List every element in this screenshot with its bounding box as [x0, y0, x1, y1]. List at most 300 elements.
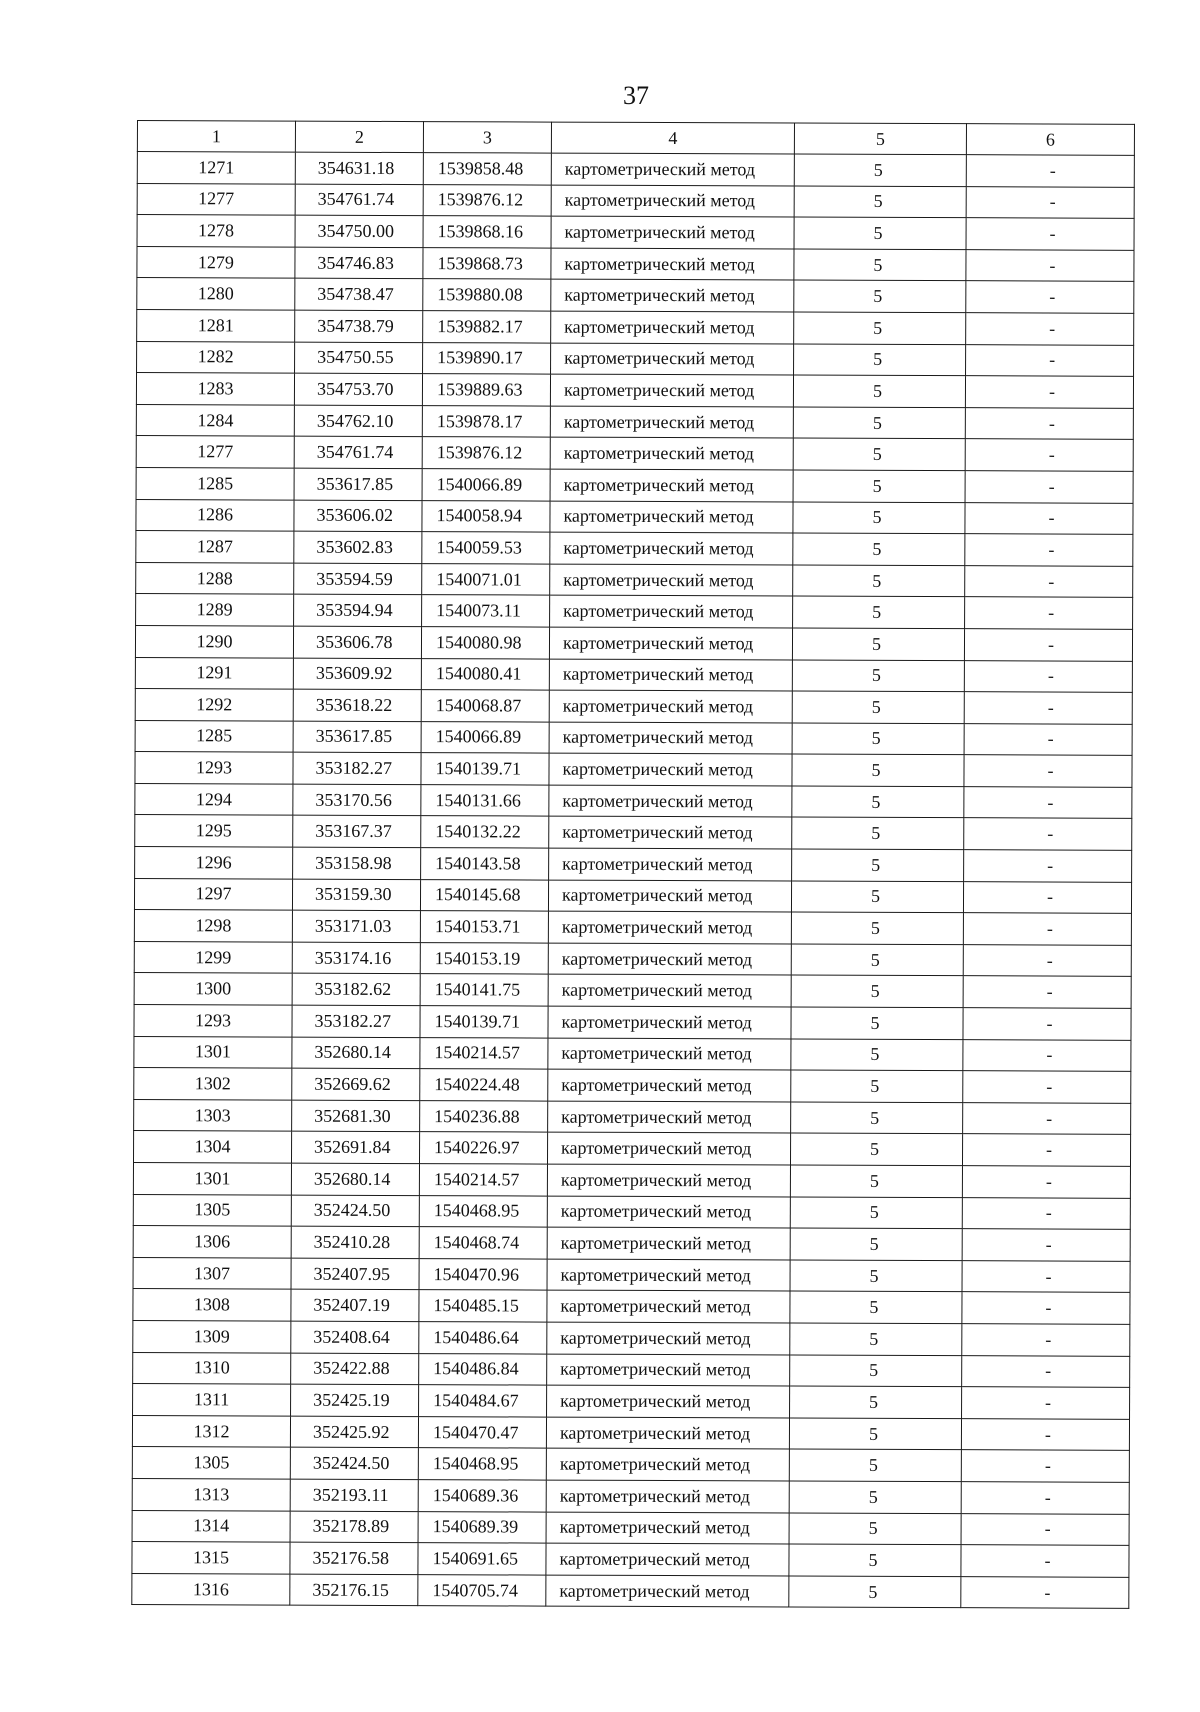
x-coordinate-cell: 352176.58 — [290, 1542, 418, 1574]
y-coordinate-cell: 1540068.87 — [421, 690, 549, 722]
point-number-cell: 1304 — [133, 1131, 291, 1163]
method-cell: картометрический метод — [547, 1322, 790, 1355]
y-coordinate-cell: 1540470.47 — [418, 1416, 546, 1448]
method-cell: картометрический метод — [546, 1575, 789, 1608]
point-number-cell: 1313 — [132, 1478, 290, 1510]
accuracy-cell: 5 — [794, 154, 966, 186]
table-row — [132, 1447, 1129, 1482]
point-number-cell: 1284 — [136, 404, 294, 436]
method-cell: картометрический метод — [547, 1290, 790, 1323]
method-cell: картометрический метод — [551, 248, 794, 281]
accuracy-cell: 5 — [790, 1228, 962, 1260]
description-cell: - — [965, 534, 1133, 566]
accuracy-cell: 5 — [789, 1481, 961, 1513]
table-row — [135, 815, 1132, 850]
table-row — [133, 1226, 1130, 1261]
x-coordinate-cell: 353182.62 — [292, 974, 420, 1006]
point-number-cell: 1301 — [134, 1036, 292, 1068]
method-cell: картометрический метод — [546, 1543, 789, 1576]
method-cell: картометрический метод — [548, 943, 791, 976]
description-cell: - — [966, 249, 1134, 281]
point-number-cell: 1293 — [134, 1005, 292, 1037]
description-cell: - — [965, 439, 1133, 471]
table-row — [134, 941, 1131, 976]
y-coordinate-cell: 1539868.16 — [423, 216, 551, 248]
table-row — [132, 1573, 1129, 1608]
method-cell: картометрический метод — [548, 911, 791, 944]
table-row — [133, 1320, 1130, 1355]
accuracy-cell: 5 — [791, 881, 963, 913]
point-number-cell: 1285 — [136, 467, 294, 499]
accuracy-cell: 5 — [792, 754, 964, 786]
method-cell: картометрический метод — [549, 722, 792, 755]
y-coordinate-cell: 1540066.89 — [421, 721, 549, 753]
accuracy-cell: 5 — [793, 407, 965, 439]
page-number: 37 — [623, 81, 649, 110]
method-cell: картометрический метод — [547, 1259, 790, 1292]
point-number-cell: 1305 — [132, 1447, 290, 1479]
table-row — [134, 973, 1131, 1008]
table-row — [137, 152, 1134, 187]
description-cell: - — [962, 1292, 1130, 1324]
table-row — [136, 373, 1133, 408]
description-cell: - — [961, 1545, 1129, 1577]
point-number-cell: 1307 — [133, 1257, 291, 1289]
table-row — [133, 1162, 1130, 1197]
accuracy-cell: 5 — [791, 944, 963, 976]
description-cell: - — [966, 186, 1134, 218]
table-row — [135, 689, 1132, 724]
method-cell: картометрический метод — [549, 659, 792, 692]
x-coordinate-cell: 352680.14 — [291, 1163, 419, 1195]
accuracy-cell: 5 — [790, 1165, 962, 1197]
description-cell: - — [965, 407, 1133, 439]
accuracy-cell: 5 — [792, 817, 964, 849]
table-row — [133, 1352, 1130, 1387]
method-cell: картометрический метод — [549, 848, 792, 881]
accuracy-cell: 5 — [793, 438, 965, 470]
x-coordinate-cell: 352424.50 — [290, 1447, 418, 1479]
table-row — [134, 1068, 1131, 1103]
y-coordinate-cell: 1540468.95 — [419, 1195, 547, 1227]
table-row — [132, 1478, 1129, 1513]
method-cell: картометрический метод — [551, 185, 794, 218]
description-cell: - — [966, 155, 1134, 187]
y-coordinate-cell: 1540153.71 — [420, 911, 548, 943]
method-cell: картометрический метод — [550, 501, 793, 534]
x-coordinate-cell: 352681.30 — [292, 1100, 420, 1132]
method-cell: картометрический метод — [547, 1354, 790, 1387]
method-cell: картометрический метод — [549, 817, 792, 850]
accuracy-cell: 5 — [791, 912, 963, 944]
x-coordinate-cell: 352669.62 — [292, 1068, 420, 1100]
accuracy-cell: 5 — [791, 1039, 963, 1071]
column-header: 3 — [423, 122, 551, 153]
method-cell: картометрический метод — [549, 690, 792, 723]
accuracy-cell: 5 — [793, 596, 965, 628]
table-row — [137, 309, 1134, 344]
table-row — [132, 1542, 1129, 1577]
y-coordinate-cell: 1540470.96 — [419, 1258, 547, 1290]
table-row — [137, 278, 1134, 313]
x-coordinate-cell: 352408.64 — [291, 1321, 419, 1353]
accuracy-cell: 5 — [794, 217, 966, 249]
accuracy-cell: 5 — [793, 565, 965, 597]
y-coordinate-cell: 1540141.75 — [420, 974, 548, 1006]
point-number-cell: 1303 — [134, 1099, 292, 1131]
point-number-cell: 1285 — [135, 720, 293, 752]
y-coordinate-cell: 1540689.39 — [418, 1511, 546, 1543]
y-coordinate-cell: 1539876.12 — [422, 437, 550, 469]
x-coordinate-cell: 353617.85 — [293, 721, 421, 753]
method-cell: картометрический метод — [550, 374, 793, 407]
y-coordinate-cell: 1540236.88 — [420, 1100, 548, 1132]
method-cell: картометрический метод — [550, 437, 793, 470]
table-row — [136, 499, 1133, 534]
method-cell: картометрический метод — [548, 1069, 791, 1102]
x-coordinate-cell: 354746.83 — [295, 247, 423, 279]
y-coordinate-cell: 1540059.53 — [422, 532, 550, 564]
point-number-cell: 1283 — [136, 373, 294, 405]
y-coordinate-cell: 1539889.63 — [422, 374, 550, 406]
table-row — [134, 1099, 1131, 1134]
x-coordinate-cell: 352178.89 — [290, 1511, 418, 1543]
table-row — [135, 625, 1132, 660]
description-cell: - — [961, 1513, 1129, 1545]
x-coordinate-cell: 354753.70 — [294, 373, 422, 405]
y-coordinate-cell: 1539858.48 — [423, 153, 551, 185]
table-row — [137, 341, 1134, 376]
table-row — [137, 246, 1134, 281]
accuracy-cell: 5 — [791, 975, 963, 1007]
description-cell: - — [961, 1418, 1129, 1450]
x-coordinate-cell: 353170.56 — [293, 784, 421, 816]
description-cell: - — [966, 344, 1134, 376]
accuracy-cell: 5 — [790, 1197, 962, 1229]
accuracy-cell: 5 — [790, 1260, 962, 1292]
point-number-cell: 1293 — [135, 752, 293, 784]
method-cell: картометрический метод — [550, 532, 793, 565]
table-row — [132, 1415, 1129, 1450]
accuracy-cell: 5 — [792, 786, 964, 818]
table-row — [133, 1257, 1130, 1292]
point-number-cell: 1282 — [137, 341, 295, 373]
description-cell: - — [963, 976, 1131, 1008]
table-row — [136, 594, 1133, 629]
method-cell: картометрический метод — [547, 1132, 790, 1165]
description-cell: - — [963, 1071, 1131, 1103]
column-header: 1 — [137, 121, 295, 153]
x-coordinate-cell: 353167.37 — [293, 816, 421, 848]
table-row — [133, 1289, 1130, 1324]
x-coordinate-cell: 353606.78 — [293, 626, 421, 658]
description-cell: - — [962, 1387, 1130, 1419]
point-number-cell: 1296 — [135, 847, 293, 879]
x-coordinate-cell: 352425.92 — [290, 1416, 418, 1448]
accuracy-cell: 5 — [789, 1544, 961, 1576]
method-cell: картометрический метод — [550, 564, 793, 597]
x-coordinate-cell: 354750.55 — [295, 342, 423, 374]
accuracy-cell: 5 — [794, 312, 966, 344]
x-coordinate-cell: 354761.74 — [295, 184, 423, 216]
point-number-cell: 1288 — [136, 562, 294, 594]
y-coordinate-cell: 1540691.65 — [418, 1543, 546, 1575]
point-number-cell: 1301 — [133, 1162, 291, 1194]
point-number-cell: 1300 — [134, 973, 292, 1005]
table-row — [135, 847, 1132, 882]
y-coordinate-cell: 1540689.36 — [418, 1480, 546, 1512]
x-coordinate-cell: 354762.10 — [294, 405, 422, 437]
description-cell: - — [962, 1229, 1130, 1261]
description-cell: - — [963, 913, 1131, 945]
accuracy-cell: 5 — [790, 1291, 962, 1323]
y-coordinate-cell: 1539878.17 — [422, 405, 550, 437]
table-row — [133, 1384, 1130, 1419]
x-coordinate-cell: 352422.88 — [291, 1353, 419, 1385]
x-coordinate-cell: 352407.95 — [291, 1258, 419, 1290]
y-coordinate-cell: 1540145.68 — [420, 879, 548, 911]
point-number-cell: 1312 — [132, 1415, 290, 1447]
description-cell: - — [963, 1008, 1131, 1040]
x-coordinate-cell: 353171.03 — [292, 910, 420, 942]
description-cell: - — [962, 1197, 1130, 1229]
accuracy-cell: 5 — [793, 502, 965, 534]
method-cell: картометрический метод — [547, 1227, 790, 1260]
table-row — [136, 467, 1133, 502]
column-header: 4 — [551, 122, 794, 154]
description-cell: - — [963, 881, 1131, 913]
y-coordinate-cell: 1540132.22 — [421, 816, 549, 848]
method-cell: картометрический метод — [551, 311, 794, 344]
y-coordinate-cell: 1540131.66 — [421, 784, 549, 816]
point-number-cell: 1308 — [133, 1289, 291, 1321]
x-coordinate-cell: 353159.30 — [292, 879, 420, 911]
point-number-cell: 1298 — [134, 910, 292, 942]
accuracy-cell: 5 — [793, 533, 965, 565]
y-coordinate-cell: 1540486.64 — [419, 1322, 547, 1354]
method-cell: картометрический метод — [549, 785, 792, 818]
description-cell: - — [965, 502, 1133, 534]
method-cell: картометрический метод — [547, 1164, 790, 1197]
point-number-cell: 1316 — [132, 1573, 290, 1605]
coordinates-table-body — [132, 121, 1135, 1609]
description-cell: - — [966, 281, 1134, 313]
y-coordinate-cell: 1540143.58 — [421, 848, 549, 880]
y-coordinate-cell: 1539880.08 — [423, 279, 551, 311]
method-cell: картометрический метод — [548, 975, 791, 1008]
x-coordinate-cell: 353594.59 — [294, 563, 422, 595]
x-coordinate-cell: 353594.94 — [294, 594, 422, 626]
y-coordinate-cell: 1540485.15 — [419, 1290, 547, 1322]
y-coordinate-cell: 1540214.57 — [419, 1164, 547, 1196]
table-header-row — [137, 121, 1134, 156]
method-cell: картометрический метод — [546, 1448, 789, 1481]
accuracy-cell: 5 — [790, 1323, 962, 1355]
method-cell: картометрический метод — [547, 1196, 790, 1229]
point-number-cell: 1289 — [136, 594, 294, 626]
description-cell: - — [962, 1324, 1130, 1356]
column-header: 2 — [295, 121, 423, 152]
x-coordinate-cell: 353182.27 — [293, 752, 421, 784]
point-number-cell: 1294 — [135, 783, 293, 815]
point-number-cell: 1311 — [133, 1384, 291, 1416]
description-cell: - — [964, 629, 1132, 661]
accuracy-cell: 5 — [794, 344, 966, 376]
y-coordinate-cell: 1540226.97 — [419, 1132, 547, 1164]
x-coordinate-cell: 353617.85 — [294, 468, 422, 500]
description-cell: - — [965, 376, 1133, 408]
point-number-cell: 1278 — [137, 215, 295, 247]
method-cell: картометрический метод — [549, 627, 792, 660]
description-cell: - — [964, 818, 1132, 850]
accuracy-cell: 5 — [792, 691, 964, 723]
table-row — [135, 720, 1132, 755]
method-cell: картометрический метод — [551, 153, 794, 186]
table-row — [135, 783, 1132, 818]
method-cell: картометрический метод — [548, 1006, 791, 1039]
y-coordinate-cell: 1540080.98 — [421, 627, 549, 659]
y-coordinate-cell: 1539882.17 — [423, 311, 551, 343]
table-row — [135, 752, 1132, 787]
accuracy-cell: 5 — [792, 723, 964, 755]
point-number-cell: 1305 — [133, 1194, 291, 1226]
x-coordinate-cell: 353182.27 — [292, 1005, 420, 1037]
description-cell: - — [966, 218, 1134, 250]
point-number-cell: 1280 — [137, 278, 295, 310]
method-cell: картометрический метод — [546, 1512, 789, 1545]
method-cell: картометрический метод — [546, 1480, 789, 1513]
point-number-cell: 1281 — [137, 309, 295, 341]
column-header: 5 — [794, 123, 966, 155]
accuracy-cell: 5 — [789, 1576, 961, 1608]
y-coordinate-cell: 1540139.71 — [421, 753, 549, 785]
point-number-cell: 1314 — [132, 1510, 290, 1542]
table-row — [133, 1131, 1130, 1166]
x-coordinate-cell: 353618.22 — [293, 689, 421, 721]
description-cell: - — [964, 787, 1132, 819]
table-row — [135, 657, 1132, 692]
accuracy-cell: 5 — [791, 1102, 963, 1134]
description-cell: - — [965, 565, 1133, 597]
point-number-cell: 1271 — [137, 152, 295, 184]
y-coordinate-cell: 1540058.94 — [422, 500, 550, 532]
x-coordinate-cell: 352407.19 — [291, 1289, 419, 1321]
point-number-cell: 1310 — [133, 1352, 291, 1384]
x-coordinate-cell: 352691.84 — [291, 1132, 419, 1164]
accuracy-cell: 5 — [790, 1355, 962, 1387]
y-coordinate-cell: 1540486.84 — [419, 1353, 547, 1385]
x-coordinate-cell: 352410.28 — [291, 1226, 419, 1258]
x-coordinate-cell: 353609.92 — [293, 658, 421, 690]
accuracy-cell: 5 — [792, 628, 964, 660]
point-number-cell: 1306 — [133, 1226, 291, 1258]
x-coordinate-cell: 353174.16 — [292, 942, 420, 974]
table-row — [137, 215, 1134, 250]
x-coordinate-cell: 352680.14 — [292, 1037, 420, 1069]
table-row — [134, 1036, 1131, 1071]
y-coordinate-cell: 1540066.89 — [422, 469, 550, 501]
point-number-cell: 1279 — [137, 246, 295, 278]
table-row — [132, 1510, 1129, 1545]
method-cell: картометрический метод — [551, 343, 794, 376]
y-coordinate-cell: 1540214.57 — [420, 1037, 548, 1069]
accuracy-cell: 5 — [790, 1386, 962, 1418]
point-number-cell: 1309 — [133, 1320, 291, 1352]
description-cell: - — [961, 1576, 1129, 1608]
table-row — [134, 910, 1131, 945]
point-number-cell: 1287 — [136, 531, 294, 563]
description-cell: - — [962, 1134, 1130, 1166]
method-cell: картометрический метод — [551, 279, 794, 312]
description-cell: - — [961, 1482, 1129, 1514]
point-number-cell: 1277 — [136, 436, 294, 468]
y-coordinate-cell: 1540224.48 — [420, 1069, 548, 1101]
accuracy-cell: 5 — [794, 280, 966, 312]
point-number-cell: 1299 — [134, 941, 292, 973]
x-coordinate-cell: 353602.83 — [294, 531, 422, 563]
x-coordinate-cell: 354631.18 — [295, 152, 423, 184]
method-cell: картометрический метод — [549, 753, 792, 786]
description-cell: - — [965, 597, 1133, 629]
description-cell: - — [964, 723, 1132, 755]
description-cell: - — [962, 1260, 1130, 1292]
point-number-cell: 1291 — [135, 657, 293, 689]
accuracy-cell: 5 — [792, 849, 964, 881]
y-coordinate-cell: 1540139.71 — [420, 1006, 548, 1038]
x-coordinate-cell: 352193.11 — [290, 1479, 418, 1511]
point-number-cell: 1295 — [135, 815, 293, 847]
coordinates-table — [131, 120, 1135, 1609]
table-row — [136, 404, 1133, 439]
method-cell: картометрический метод — [547, 1385, 790, 1418]
accuracy-cell: 5 — [790, 1133, 962, 1165]
description-cell: - — [963, 1102, 1131, 1134]
accuracy-cell: 5 — [789, 1418, 961, 1450]
description-cell: - — [965, 471, 1133, 503]
method-cell: картометрический метод — [548, 880, 791, 913]
y-coordinate-cell: 1539868.73 — [423, 247, 551, 279]
y-coordinate-cell: 1539876.12 — [423, 184, 551, 216]
method-cell: картометрический метод — [550, 595, 793, 628]
x-coordinate-cell: 353158.98 — [293, 847, 421, 879]
accuracy-cell: 5 — [794, 249, 966, 281]
accuracy-cell: 5 — [794, 186, 966, 218]
description-cell: - — [963, 945, 1131, 977]
table-row — [134, 1005, 1131, 1040]
table-row — [136, 531, 1133, 566]
description-cell: - — [964, 850, 1132, 882]
description-cell: - — [966, 313, 1134, 345]
y-coordinate-cell: 1540153.19 — [420, 942, 548, 974]
y-coordinate-cell: 1540705.74 — [418, 1574, 546, 1606]
x-coordinate-cell: 352425.19 — [291, 1384, 419, 1416]
method-cell: картометрический метод — [546, 1417, 789, 1450]
table-row — [137, 183, 1134, 218]
description-cell: - — [962, 1166, 1130, 1198]
point-number-cell: 1286 — [136, 499, 294, 531]
x-coordinate-cell: 352424.50 — [291, 1195, 419, 1227]
x-coordinate-cell: 354738.47 — [295, 278, 423, 310]
y-coordinate-cell: 1540468.74 — [419, 1227, 547, 1259]
y-coordinate-cell: 1540484.67 — [419, 1385, 547, 1417]
table-row — [136, 436, 1133, 471]
x-coordinate-cell: 352176.15 — [290, 1574, 418, 1606]
method-cell: картометрический метод — [551, 216, 794, 249]
point-number-cell: 1297 — [134, 878, 292, 910]
method-cell: картометрический метод — [550, 469, 793, 502]
accuracy-cell: 5 — [789, 1449, 961, 1481]
description-cell: - — [962, 1355, 1130, 1387]
